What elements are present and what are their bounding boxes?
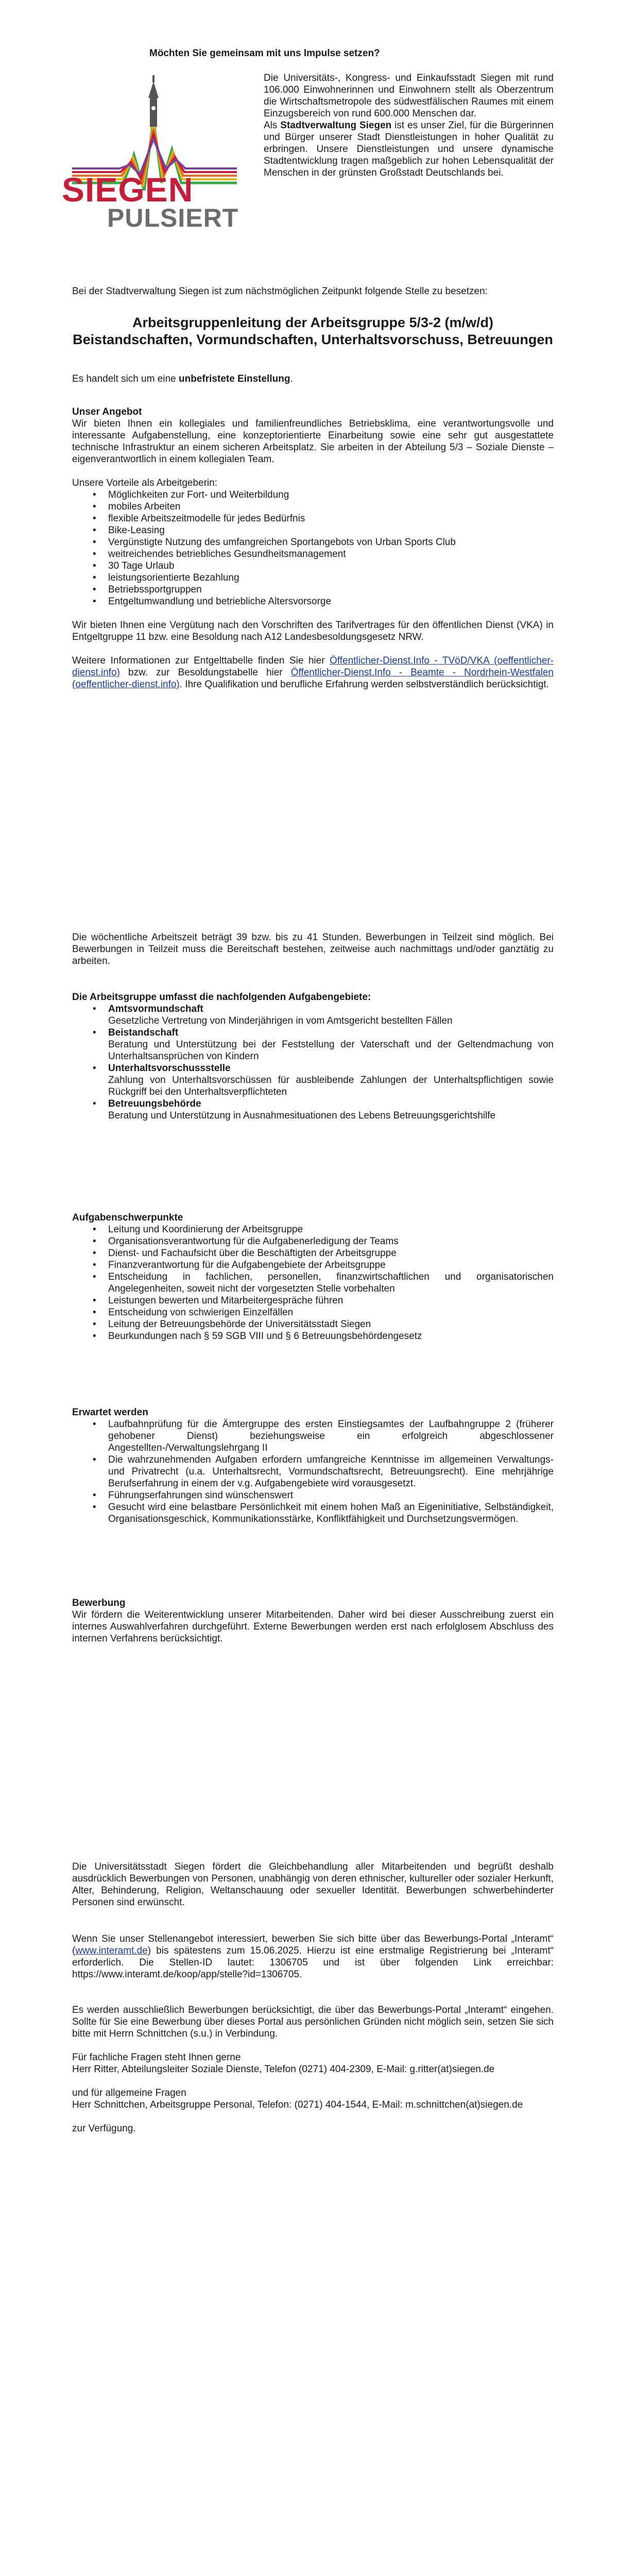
benefits-list bbox=[72, 489, 554, 607]
task-area-text: Beratung und Unterstützung bei der Feststellung der Vaterschaft und der Geltendmachung von Unterhaltsansprüchen von Kindern bbox=[108, 1039, 554, 1062]
job-title-line-1: Arbeitsgruppenleitung der Arbeitsgruppe 5/3-2 (m/w/d) bbox=[132, 315, 494, 330]
list-item: • Entgeltumwandlung und betriebliche Altersvorsorge bbox=[72, 596, 554, 607]
offer-text: Wir bieten Ihnen ein kollegiales und familienfreundliches Betriebsklima, eine verantwortungsvolle und interessante Aufgabenstellung, eine konzeptorientierte Einarbeitung sowie eine sehr gut ausgestattete technische Infrastruktur an einem sicheren Arbeitsplatz. Sie arbeiten in der Abteilung 5/3 – Soziale Dienste – eigenverantwortlich in einem kollegialen Team. bbox=[72, 418, 554, 465]
list-item: • Finanzverantwortung für die Aufgabengebiete der Arbeitsgruppe bbox=[72, 1259, 554, 1271]
list-item: • Entscheidung von schwierigen Einzelfällen bbox=[72, 1307, 554, 1318]
job-title-block bbox=[72, 314, 554, 348]
contact-fach-heading: Für fachliche Fragen steht Ihnen gerne bbox=[72, 2052, 241, 2063]
requirements-heading: Erwartet werden bbox=[72, 1407, 148, 1418]
equality-block bbox=[72, 1861, 554, 1908]
offer-heading: Unser Angebot bbox=[72, 406, 142, 417]
application-heading: Bewerbung bbox=[72, 1598, 126, 1608]
portal-only-block bbox=[72, 2004, 554, 2040]
task-areas-heading: Die Arbeitsgruppe umfasst die nachfolgenden Aufgabengebiete: bbox=[72, 992, 371, 1003]
requirements-section bbox=[72, 1406, 554, 1525]
besoldung-table-link[interactable]: Öffentlicher-Dienst.Info - Beamte - Nordrhein-Westfalen (oeffentlicher-dienst.info) bbox=[72, 667, 554, 690]
intro-heading-block bbox=[149, 47, 458, 59]
list-item: • Vergünstigte Nutzung des umfangreichen Sportangebots von Urban Sports Club bbox=[72, 536, 554, 548]
intro-heading: Möchten Sie gemeinsam mit uns Impulse setzen? bbox=[149, 48, 380, 59]
working-hours-block bbox=[72, 931, 554, 967]
logo-text-pulsiert: PULSIERT bbox=[107, 204, 239, 232]
task-area-title: Unterhaltsvorschussstelle bbox=[108, 1063, 231, 1074]
lead-block bbox=[72, 285, 554, 297]
salary-info-post: . Ihre Qualifikation und berufliche Erfahrung werden selbstverständlich berücksichtigt. bbox=[179, 679, 549, 690]
salary-info-pre: Weitere Informationen zur Entgelttabelle finden Sie hier bbox=[72, 655, 330, 666]
intro-paragraph-2-pre: Als bbox=[264, 120, 281, 131]
list-item: • Die wahrzunehmenden Aufgaben erfordern umfangreiche Kenntnisse im allgemeinen Verwaltungs- und Privatrecht (u.a. Unterhaltsrecht, Vormundschaftsrecht, Betreuungsrecht). Eine mehrjährige Berufserfahrung in einem der v.g. Aufgabengebiete wird vorausgesetzt. bbox=[72, 1454, 554, 1489]
list-item: • Möglichkeiten zur Fort- und Weiterbildung bbox=[72, 489, 554, 501]
task-areas-section bbox=[72, 991, 554, 1122]
portal-text-pre: Wenn Sie unser Stellenangebot interessiert, bewerben Sie sich bitte über das Bewerbungs-Portal „Interamt“ ( bbox=[72, 1934, 554, 1956]
requirements-list bbox=[72, 1418, 554, 1525]
list-item: • Gesucht wird eine belastbare Persönlichkeit mit einem hohen Maß an Eigeninitiative, Selbständigkeit, Organisationsgeschick, Kommunikationsstärke, Konfliktfähigkeit und Durchsetzungsvermögen. bbox=[72, 1501, 554, 1525]
application-text: Wir fördern die Weiterentwicklung unserer Mitarbeitenden. Daher wird bei dieser Ausschreibung zuerst ein internes Auswahlverfahren durchgeführt. Externe Bewerbungen werden erst nach erfolglosem Abschluss des internen Verfahrens berücksichtigt. bbox=[72, 1609, 554, 1644]
siegen-pulsiert-logo bbox=[62, 72, 247, 232]
list-item: • Organisationsverantwortung für die Aufgabenerledigung der Teams bbox=[72, 1235, 554, 1247]
salary-info-mid: bzw. zur Besoldungstabelle hier bbox=[119, 667, 291, 678]
list-item: • Beurkundungen nach § 59 SGB VIII und § 6 Betreuungsbehördengesetz bbox=[72, 1330, 554, 1342]
contact-allg-heading: und für allgemeine Fragen bbox=[72, 2088, 186, 2098]
portal-text bbox=[72, 1933, 554, 1980]
list-item: • leistungsorientierte Bezahlung bbox=[72, 572, 554, 584]
offer-section bbox=[72, 406, 554, 690]
intro-paragraph-2 bbox=[264, 120, 554, 179]
equality-text: Die Universitätsstadt Siegen fördert die Gleichbehandlung aller Mitarbeitenden und begrüßt deshalb ausdrücklich Bewerbungen von Personen, unabhängig von deren ethnischer, kultureller oder sozialer Herkunft, Alter, Behinderung, Religion, Weltanschauung oder sexueller Identität. Bewerbungen schwerbehinderter Personen sind erwünscht. bbox=[72, 1861, 554, 1908]
list-item bbox=[72, 1098, 554, 1122]
list-item: • Bike-Leasing bbox=[72, 524, 554, 536]
list-item: • Leitung der Betreuungsbehörde der Universitätsstadt Siegen bbox=[72, 1318, 554, 1330]
list-item: • Leitung und Koordinierung der Arbeitsgruppe bbox=[72, 1224, 554, 1235]
task-area-text: Beratung und Unterstützung in Ausnahmesituationen des Lebens Betreuungsgerichtshilfe bbox=[108, 1110, 496, 1121]
intro-paragraph-2-post: ist es unser Ziel, für die Bürgerinnen und Bürger unserer Stadt Dienstleistungen in hoher Qualität zu erbringen. Unsere Dienstleistungen und unsere dynamische Stadtentwicklung tragen maßgeblich zur hohen Lebensqualität der Menschen in der grünsten Großstadt Deutschlands bei. bbox=[264, 120, 554, 178]
list-item bbox=[72, 1003, 554, 1027]
contract-type-text bbox=[72, 373, 554, 385]
list-item: • 30 Tage Urlaub bbox=[72, 560, 554, 572]
task-area-text: Gesetzliche Vertretung von Minderjährigen in vom Amtsgericht bestellten Fällen bbox=[108, 1015, 453, 1026]
salary-text: Wir bieten Ihnen eine Vergütung nach den Vorschriften des Tarifvertrages für den öffentlichen Dienst (VKA) in Entgeltgruppe 11 bzw. eine Besoldung nach A12 Landesbesoldungsgesetz NRW. bbox=[72, 620, 554, 642]
portal-text-post: ) bis spätestens zum 15.06.2025. Hierzu ist eine erstmalige Registrierung bei „Interamt“ erforderlich. Die Stellen-ID lautet: 1306705 und ist über folgenden Link erreichbar: https://www.interamt.de/koop/app/stelle?id=1306705. bbox=[72, 1945, 554, 1980]
job-title-line-2: Beistandschaften, Vormundschaften, Unterhaltsvorschuss, Betreuungen bbox=[73, 332, 553, 347]
task-area-title: Beistandschaft bbox=[108, 1027, 179, 1038]
intro-paragraph-2-bold: Stadtverwaltung Siegen bbox=[280, 120, 392, 131]
portal-block bbox=[72, 1933, 554, 1980]
list-item: • Leistungen bewerten und Mitarbeitergespräche führen bbox=[72, 1295, 554, 1307]
lead-text: Bei der Stadtverwaltung Siegen ist zum nächstmöglichen Zeitpunkt folgende Stelle zu besetzen: bbox=[72, 286, 488, 297]
intro-text-block bbox=[264, 72, 554, 179]
focus-heading: Aufgabenschwerpunkte bbox=[72, 1212, 183, 1223]
list-item: • mobiles Arbeiten bbox=[72, 501, 554, 513]
focus-section bbox=[72, 1212, 554, 1342]
contact-closing: zur Verfügung. bbox=[72, 2123, 136, 2134]
contact-section bbox=[72, 2052, 554, 2134]
salary-info-text bbox=[72, 655, 554, 690]
task-area-title: Betreuungsbehörde bbox=[108, 1098, 201, 1109]
task-area-title: Amtsvormundschaft bbox=[108, 1004, 203, 1014]
focus-list bbox=[72, 1224, 554, 1342]
list-item: • Dienst- und Fachaufsicht über die Beschäftigten der Arbeitsgruppe bbox=[72, 1247, 554, 1259]
list-item: • weitreichendes betriebliches Gesundheitsmanagement bbox=[72, 548, 554, 560]
contract-type-post: . bbox=[290, 374, 293, 384]
list-item: • Entscheidung in fachlichen, personellen, finanzwirtschaftlichen und organisatorischen Angelegenheiten, soweit nicht der vorgesetzten Stelle vorbehalten bbox=[72, 1271, 554, 1295]
contract-type-block bbox=[72, 373, 554, 385]
intro-paragraph-1: Die Universitäts-, Kongress- und Einkaufsstadt Siegen mit rund 106.000 Einwohnerinnen und Einwohnern stellt als Oberzentrum die Wirtschaftsmetropole des südwestfälischen Raumes mit einem Einzugsbereich von rund 600.000 Menschen dar. bbox=[264, 73, 554, 119]
logo-text-siegen: SIEGEN bbox=[62, 171, 194, 209]
list-item bbox=[72, 1027, 554, 1062]
contact-allg-text: Herr Schnittchen, Arbeitsgruppe Personal, Telefon: (0271) 404-1544, E-Mail: m.schnittchen(at)siegen.de bbox=[72, 2099, 523, 2110]
list-item: • Laufbahnprüfung für die Ämtergruppe des ersten Einstiegsamtes der Laufbahngruppe 2 (früherer gehobener Dienst) beziehungsweise ein erfolgreich abgeschlossener Angestellten-/Verwaltungslehrgang II bbox=[72, 1418, 554, 1454]
interamt-link[interactable]: www.interamt.de bbox=[75, 1945, 148, 1956]
benefits-heading: Unsere Vorteile als Arbeitgeberin: bbox=[72, 478, 217, 488]
application-section bbox=[72, 1597, 554, 1645]
contract-type-bold: unbefristete Einstellung bbox=[179, 374, 290, 384]
list-item bbox=[72, 1062, 554, 1098]
list-item: • flexible Arbeitszeitmodelle für jedes Bedürfnis bbox=[72, 513, 554, 524]
contact-fach-text: Herr Ritter, Abteilungsleiter Soziale Dienste, Telefon (0271) 404-2309, E-Mail: g.ritter(at)siegen.de bbox=[72, 2064, 495, 2075]
portal-only-text: Es werden ausschließlich Bewerbungen berücksichtigt, die über das Bewerbungs-Portal „Interamt“ eingehen. Sollte für Sie eine Bewerbung über dieses Portal aus persönlichen Gründen nicht möglich sein, setzen Sie sich bitte mit Herrn Schnittchen (s.u.) in Verbindung. bbox=[72, 2005, 554, 2039]
list-item: • Führungserfahrungen sind wünschenswert bbox=[72, 1489, 554, 1501]
task-area-text: Zahlung von Unterhaltsvorschüssen für ausbleibende Zahlungen der Unterhaltspflichtigen sowie Rückgriff bei den Unterhaltsverpflichteten bbox=[108, 1075, 554, 1097]
list-item: • Betriebssportgruppen bbox=[72, 584, 554, 596]
tvoed-table-link[interactable]: Öffentlicher-Dienst.Info - TVöD/VKA (oeffentlicher-dienst.info) bbox=[72, 655, 554, 678]
task-areas-list bbox=[72, 1003, 554, 1122]
working-hours-text: Die wöchentliche Arbeitszeit beträgt 39 bzw. bis zu 41 Stunden. Bewerbungen in Teilzeit sind möglich. Bei Bewerbungen in Teilzeit muss die Bereitschaft bestehen, zeitweise auch nachmittags und/oder ganztätig zu arbeiten. bbox=[72, 932, 554, 967]
contract-type-pre: Es handelt sich um eine bbox=[72, 374, 179, 384]
